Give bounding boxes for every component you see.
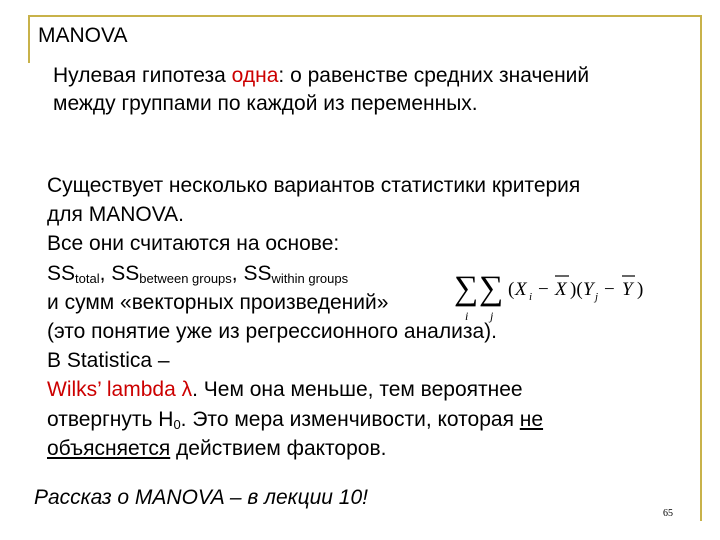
- slide-title: MANOVA: [38, 24, 128, 47]
- formula-minus-1: −: [538, 279, 549, 300]
- hypothesis-part-2: : о равенстве средних значений: [278, 64, 590, 87]
- frame-right-line: [700, 15, 702, 521]
- body-line-2: для MANOVA.: [47, 203, 185, 227]
- ss-between-label: , SS: [99, 261, 140, 285]
- hypothesis-line-1: [53, 62, 693, 90]
- formula-paren-middle: )(: [570, 279, 583, 300]
- body-line-5: и сумм «векторных произведений»: [47, 290, 389, 314]
- hypothesis-line-2: между группами по каждой из переменных.: [53, 92, 478, 115]
- formula-x: X: [515, 279, 527, 300]
- sum-symbol-j: ∑: [479, 270, 504, 307]
- ss-total-subscript: total: [75, 270, 100, 286]
- sum-index-j: j: [490, 309, 494, 323]
- formula-x-subscript: i: [529, 291, 533, 303]
- hypothesis-highlight: одна: [231, 64, 279, 87]
- lecture-reference-footer: Рассказ о MANOVA – в лекции 10!: [34, 486, 368, 509]
- formula-paren-close: ): [637, 279, 644, 300]
- hypothesis-part-1: Нулевая гипотеза: [53, 64, 232, 87]
- reject-h-text: отвергнуть H: [47, 407, 174, 431]
- cross-product-formula: [452, 266, 662, 324]
- formula-minus-2: −: [604, 279, 615, 300]
- ss-within-label: , SS: [231, 261, 272, 285]
- body-line-7: В Statistica –: [47, 349, 170, 373]
- formula-x-mean: X: [555, 279, 567, 300]
- frame-left-line: [28, 15, 30, 63]
- formula-y-mean: Y: [622, 279, 633, 300]
- formula-y: Y: [583, 279, 594, 300]
- page-number: 65: [663, 508, 673, 519]
- formula-paren-open: (: [508, 279, 515, 300]
- wilks-lambda-rest: . Чем она меньше, тем вероятнее: [192, 378, 523, 402]
- frame-top-line: [28, 15, 700, 17]
- wilks-lambda-term: Wilks’ lambda λ: [47, 378, 193, 402]
- body-line-1: Существует несколько вариантов статистики критерия: [47, 174, 581, 197]
- null-hypothesis-text: [53, 62, 693, 118]
- ss-total-label: SS: [47, 261, 76, 285]
- ss-within-subscript: within groups: [271, 270, 349, 286]
- underlined-not: не: [519, 407, 544, 431]
- body-line-6: (это понятие уже из регрессионного анализа).: [47, 319, 497, 343]
- h0-subscript: 0: [173, 416, 181, 432]
- body-line-9: [47, 405, 647, 434]
- factors-text: действием факторов.: [170, 436, 387, 460]
- sum-index-i: i: [465, 309, 469, 323]
- wilks-lambda-line: [47, 375, 647, 404]
- variability-text: . Это мера изменчивости, которая: [180, 407, 520, 431]
- underlined-explained: объясняется: [47, 436, 171, 460]
- body-line-3: Все они считаются на основе:: [47, 232, 340, 256]
- ss-between-subscript: between groups: [139, 270, 232, 286]
- formula-y-subscript: j: [595, 291, 599, 303]
- body-line-10: [47, 434, 647, 463]
- sum-symbol-i: ∑: [454, 270, 479, 307]
